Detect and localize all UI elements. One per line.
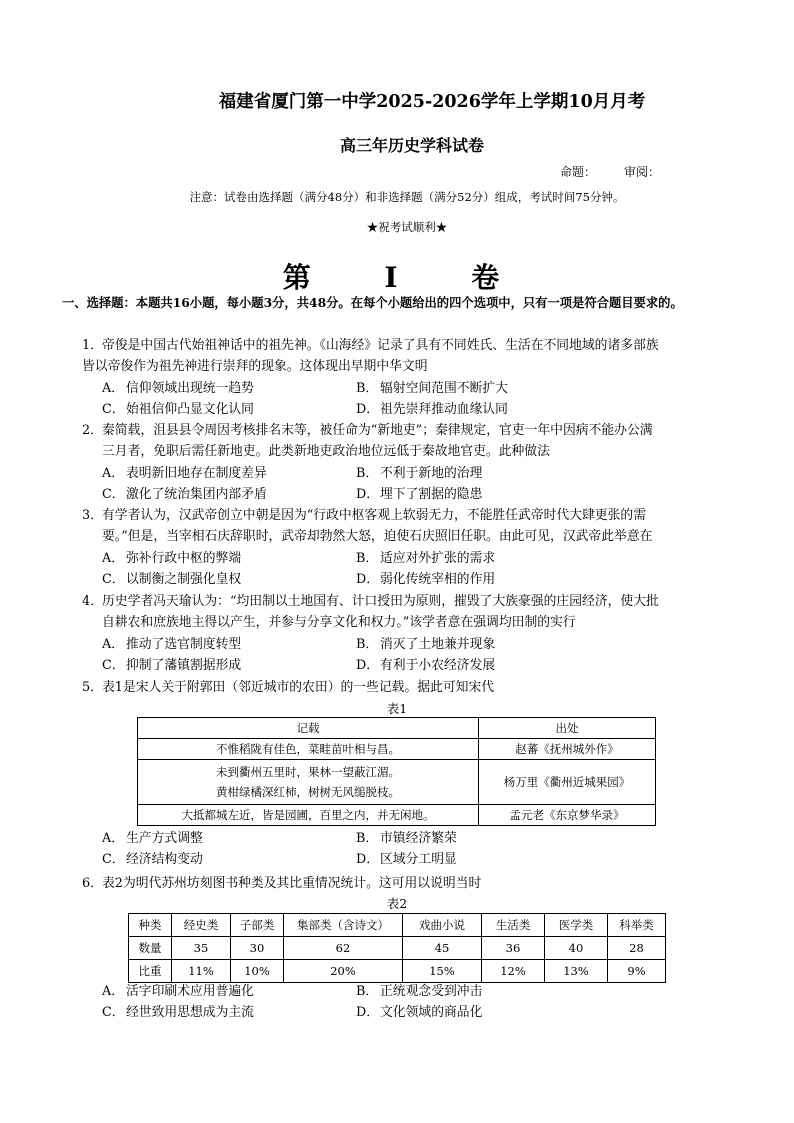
section-heading: 一、选择题：本题共16小题，每小题3分，共48分。在每个小题给出的四个选项中，只有一项是符合题目要求的。	[62, 295, 683, 310]
table-cell: 62	[284, 937, 403, 960]
option-d[interactable]: D．埋下了割据的隐患	[356, 487, 483, 502]
question-1-options	[102, 378, 722, 420]
table-cell: 20%	[284, 960, 403, 983]
table-cell: 大抵都城左近，皆是园圃，百里之内，并无闲地。	[138, 805, 479, 826]
table-cell: 28	[608, 937, 666, 960]
question-line: 要。”但是，当宰相石庆辞职时，武帝却勃然大怒，迫使石庆照旧任职。由此可见，汉武帝此举意在	[102, 529, 653, 544]
table-header-cell: 科举类	[608, 914, 666, 937]
question-number: 3．	[82, 508, 103, 523]
option-c[interactable]: C．经济结构变动	[102, 852, 203, 867]
table-header-cell: 生活类	[482, 914, 545, 937]
option-a[interactable]: A． 信仰领域出现统一趋势	[102, 381, 254, 396]
option-c[interactable]: C．以制衡之制强化皇权	[102, 572, 242, 587]
table-header-cell: 种类	[129, 914, 172, 937]
table-cell: 11%	[172, 960, 231, 983]
table-header-cell: 记载	[138, 718, 479, 739]
table-cell: 45	[403, 937, 482, 960]
exam-title: 福建省厦门第一中学2025-2026学年上学期10月月考	[218, 92, 646, 112]
table-cell: 15%	[403, 960, 482, 983]
question-line: 历史学者冯天瑜认为：“均田制以土地国有、计口授田为原则，摧毁了大族豪强的庄园经济，使大批	[102, 594, 659, 609]
option-b[interactable]: B． 适应对外扩张的需求	[356, 551, 496, 566]
table-cell: 40	[545, 937, 608, 960]
table-cell: 不惟稻陇有佳色，菜畦苗叶相与昌。	[138, 739, 479, 760]
question-5	[82, 677, 722, 698]
table-cell: 孟元老《东京梦华录》	[479, 805, 656, 826]
question-line: 三月者，免职后需任新地吏。此类新地吏政治地位远低于秦故地官吏。此种做法	[102, 444, 550, 459]
table-cell: 10%	[231, 960, 284, 983]
question-4-options	[102, 634, 722, 676]
table-cell	[138, 760, 479, 805]
question-6	[82, 873, 722, 894]
table-1-caption: 表1	[386, 701, 408, 716]
question-3-options	[102, 548, 722, 590]
proposer-label: 命题：	[560, 165, 597, 179]
reviewer-label: 审阅：	[624, 165, 661, 179]
question-line: 帝俊是中国古代始祖神话中的祖先神。《山海经》记录了具有不同姓氏、生活在不同地域的诸多部族	[102, 338, 659, 353]
table-row	[138, 805, 656, 826]
option-a[interactable]: A． 弥补行政中枢的弊端	[102, 551, 242, 566]
option-d[interactable]: D．祖先崇拜推动血缘认同	[356, 402, 508, 417]
option-a[interactable]: A． 生产方式调整	[102, 831, 203, 846]
option-a[interactable]: A． 活字印刷术应用普遍化	[102, 984, 254, 999]
table-cell-line: 黄柑绿橘深红柿，树树无风缒脱枝。	[216, 785, 400, 799]
table-cell: 12%	[482, 960, 545, 983]
option-b[interactable]: B． 正统观念受到冲击	[356, 984, 483, 999]
question-2	[82, 420, 722, 462]
table-row	[138, 739, 656, 760]
table-header-cell: 出处	[479, 718, 656, 739]
option-b[interactable]: B． 不利于新地的治理	[356, 466, 483, 481]
question-2-options	[102, 463, 722, 505]
question-number: 5．	[82, 680, 103, 695]
question-number: 1．	[82, 338, 103, 353]
table-header-cell: 医学类	[545, 914, 608, 937]
table-row	[129, 960, 666, 983]
question-number: 6．	[82, 876, 103, 891]
table-cell: 赵蕃《抚州城外作》	[479, 739, 656, 760]
option-c[interactable]: C．经世致用思想成为主流	[102, 1005, 254, 1020]
question-number: 2．	[82, 423, 103, 438]
question-line: 自耕农和庶族地主得以产生，并参与分享文化和权力。”该学者意在强调均田制的实行	[102, 615, 576, 630]
table-header-row	[138, 718, 656, 739]
table-header-row	[129, 914, 666, 937]
table-row	[138, 760, 656, 805]
volume-heading: 第 Ⅰ 卷	[282, 261, 532, 294]
question-line: 表2为明代苏州坊刻图书种类及其比重情况统计。这可用以说明当时	[102, 876, 482, 891]
question-line: 皆以帝俊作为祖先神进行崇拜的现象。这体现出早期中华文明	[82, 359, 428, 374]
table-header-cell: 经史类	[172, 914, 231, 937]
table-2-caption: 表2	[386, 896, 408, 911]
question-5-options	[102, 828, 722, 870]
option-d[interactable]: D．文化领域的商品化	[356, 1005, 483, 1020]
table-2	[128, 913, 666, 983]
table-header-cell: 子部类	[231, 914, 284, 937]
option-c[interactable]: C．抑制了藩镇割据形成	[102, 658, 242, 673]
exam-subtitle: 高三年历史学科试卷	[339, 136, 484, 155]
question-6-options	[102, 981, 722, 1023]
option-a[interactable]: A． 表明新旧地存在制度差异	[102, 466, 267, 481]
table-cell: 35	[172, 937, 231, 960]
option-c[interactable]: C．激化了统治集团内部矛盾	[102, 487, 267, 502]
exam-meta	[560, 163, 688, 180]
table-header-cell: 集部类（含诗文）	[284, 914, 403, 937]
table-cell: 9%	[608, 960, 666, 983]
exam-wish: ★祝考试顺利★	[366, 220, 448, 234]
question-3	[82, 505, 722, 547]
option-b[interactable]: B． 消灭了土地兼并现象	[356, 637, 496, 652]
question-line: 表1是宋人关于附郭田（邻近城市的农田）的一些记载。据此可知宋代	[102, 680, 495, 695]
table-header-cell: 戏曲小说	[403, 914, 482, 937]
table-cell: 数量	[129, 937, 172, 960]
table-1	[137, 717, 656, 826]
question-line: 秦简载，沮县县令周因考核排名末等，被任命为“新地吏”；秦律规定，官吏一年中因病不能办公满	[102, 423, 653, 438]
option-b[interactable]: B． 市镇经济繁荣	[356, 831, 457, 846]
table-cell: 30	[231, 937, 284, 960]
table-cell: 13%	[545, 960, 608, 983]
exam-notice: 注意：试卷由选择题（满分48分）和非选择题（满分52分）组成，考试时间75分钟。	[189, 190, 625, 204]
table-cell: 36	[482, 937, 545, 960]
table-cell: 比重	[129, 960, 172, 983]
question-number: 4．	[82, 594, 103, 609]
question-4	[82, 591, 722, 633]
question-1	[82, 335, 722, 377]
option-b[interactable]: B． 辐射空间范围不断扩大	[356, 381, 508, 396]
table-cell-line: 未到衢州五里时，果林一望蔽江湄。	[216, 765, 400, 779]
question-line: 有学者认为，汉武帝创立中朝是因为“行政中枢客观上软弱无力，不能胜任武帝时代大肆更张的需	[102, 508, 647, 523]
option-d[interactable]: D．区域分工明显	[356, 852, 457, 867]
option-c[interactable]: C．始祖信仰凸显文化认同	[102, 402, 254, 417]
option-d[interactable]: D．弱化传统宰相的作用	[356, 572, 496, 587]
table-row	[129, 937, 666, 960]
table-cell: 杨万里《衢州近城果园》	[479, 760, 656, 805]
option-a[interactable]: A． 推动了选官制度转型	[102, 637, 242, 652]
option-d[interactable]: D．有利于小农经济发展	[356, 658, 496, 673]
